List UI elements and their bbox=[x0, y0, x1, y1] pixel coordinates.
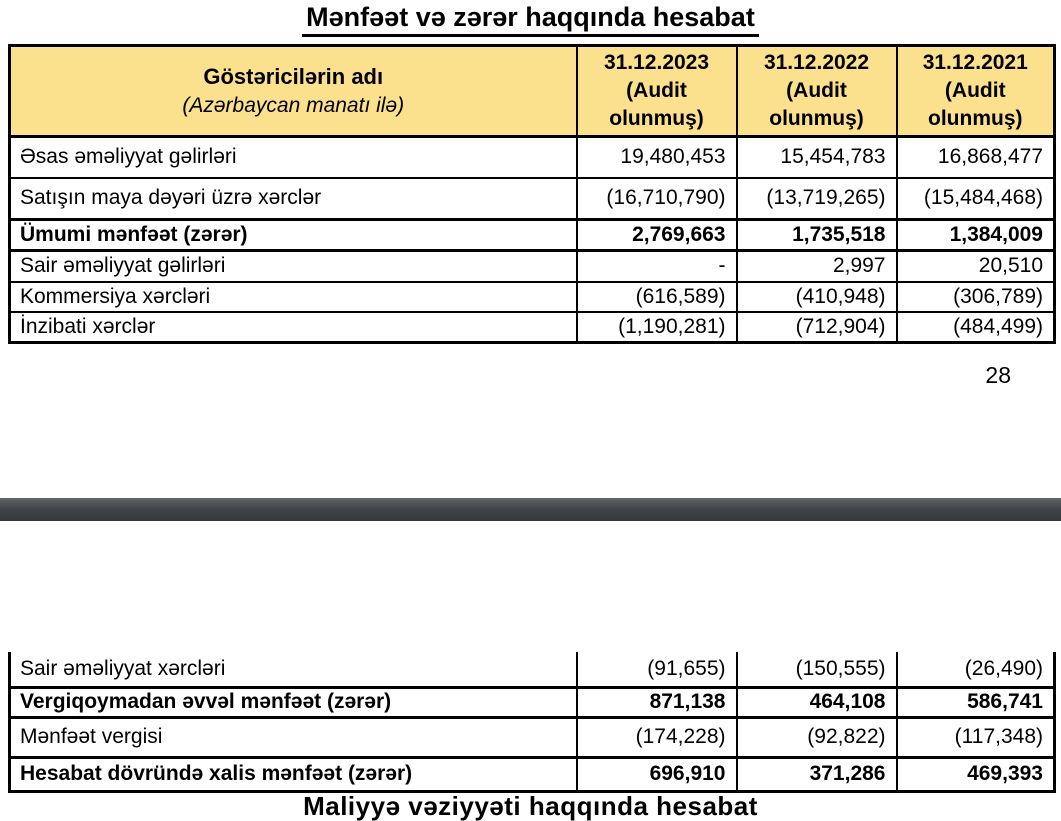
row-label: Əsas əməliyyat gəlirləri bbox=[10, 137, 577, 178]
table-row bbox=[10, 652, 1055, 687]
page-title: Mənfəət və zərər haqqında hesabat bbox=[302, 2, 759, 37]
row-value: (91,655) bbox=[577, 652, 737, 687]
row-value: (16,710,790) bbox=[577, 178, 737, 220]
table-row bbox=[10, 251, 1055, 282]
row-label: Satışın maya dəyəri üzrə xərclər bbox=[10, 178, 577, 220]
table-row bbox=[10, 282, 1055, 312]
row-value: (616,589) bbox=[577, 282, 737, 312]
table-row bbox=[10, 178, 1055, 220]
row-value: 469,393 bbox=[897, 757, 1055, 791]
row-value: (712,904) bbox=[737, 312, 897, 343]
row-value: (410,948) bbox=[737, 282, 897, 312]
row-label: Mənfəət vergisi bbox=[10, 717, 577, 757]
table-row bbox=[10, 717, 1055, 757]
row-value: (306,789) bbox=[897, 282, 1055, 312]
row-value: 371,286 bbox=[737, 757, 897, 791]
row-value: (13,719,265) bbox=[737, 178, 897, 220]
next-section-heading: Maliyyə vəziyyəti haqqında hesabat bbox=[303, 791, 758, 821]
row-value: 464,108 bbox=[737, 687, 897, 717]
row-value: (1,190,281) bbox=[577, 312, 737, 343]
profit-loss-table-bottom bbox=[8, 652, 1056, 793]
row-value: 20,510 bbox=[897, 251, 1055, 282]
table-row bbox=[10, 757, 1055, 791]
header-period-date: 31.12.2022 bbox=[763, 51, 870, 74]
row-value: 16,868,477 bbox=[897, 137, 1055, 178]
header-indicator-name-cell bbox=[10, 46, 577, 137]
table-header-row bbox=[10, 46, 1055, 137]
profit-loss-table-top bbox=[8, 44, 1056, 344]
table-row bbox=[10, 312, 1055, 343]
row-value: (484,499) bbox=[897, 312, 1055, 343]
header-period-2022-cell bbox=[737, 46, 897, 137]
row-label: Kommersiya xərcləri bbox=[10, 282, 577, 312]
row-value: 1,735,518 bbox=[737, 220, 897, 251]
row-label: Ümumi mənfəət (zərər) bbox=[10, 220, 577, 251]
table-row bbox=[10, 137, 1055, 178]
header-indicator-title: Göstəricilərin adı bbox=[203, 64, 384, 89]
row-label: Hesabat dövründə xalis mənfəət (zərər) bbox=[10, 757, 577, 791]
row-value: 1,384,009 bbox=[897, 220, 1055, 251]
next-section-heading-clip bbox=[0, 791, 1061, 821]
row-label: İnzibati xərclər bbox=[10, 312, 577, 343]
header-period-2023-cell bbox=[577, 46, 737, 137]
row-value: 15,454,783 bbox=[737, 137, 897, 178]
row-value: (92,822) bbox=[737, 717, 897, 757]
header-period-2021-cell bbox=[897, 46, 1055, 137]
row-value: - bbox=[577, 251, 737, 282]
page-title-wrap bbox=[0, 2, 1061, 37]
header-period-date: 31.12.2021 bbox=[922, 51, 1028, 74]
page-separator-bar bbox=[0, 498, 1061, 521]
header-period-date: 31.12.2023 bbox=[603, 51, 710, 74]
table-row bbox=[10, 687, 1055, 717]
row-label: Vergiqoymadan əvvəl mənfəət (zərər) bbox=[10, 687, 577, 717]
row-label: Sair əməliyyat xərcləri bbox=[10, 652, 577, 687]
row-value: 2,997 bbox=[737, 251, 897, 282]
row-value: 2,769,663 bbox=[577, 220, 737, 251]
row-label: Sair əməliyyat gəlirləri bbox=[10, 251, 577, 282]
header-period-note: (Audit olunmuş) bbox=[769, 79, 864, 130]
row-value: (15,484,468) bbox=[897, 178, 1055, 220]
row-value: (150,555) bbox=[737, 652, 897, 687]
row-value: 19,480,453 bbox=[577, 137, 737, 178]
row-value: 586,741 bbox=[897, 687, 1055, 717]
row-value: (174,228) bbox=[577, 717, 737, 757]
row-value: (26,490) bbox=[897, 652, 1055, 687]
row-value: 871,138 bbox=[577, 687, 737, 717]
header-period-note: (Audit olunmuş) bbox=[928, 79, 1023, 130]
header-indicator-subtitle: (Azərbaycan manatı ilə) bbox=[182, 94, 405, 117]
page-number: 28 bbox=[985, 362, 1011, 388]
row-value: (117,348) bbox=[897, 717, 1055, 757]
header-period-note: (Audit olunmuş) bbox=[609, 79, 704, 130]
table-row bbox=[10, 220, 1055, 251]
row-value: 696,910 bbox=[577, 757, 737, 791]
